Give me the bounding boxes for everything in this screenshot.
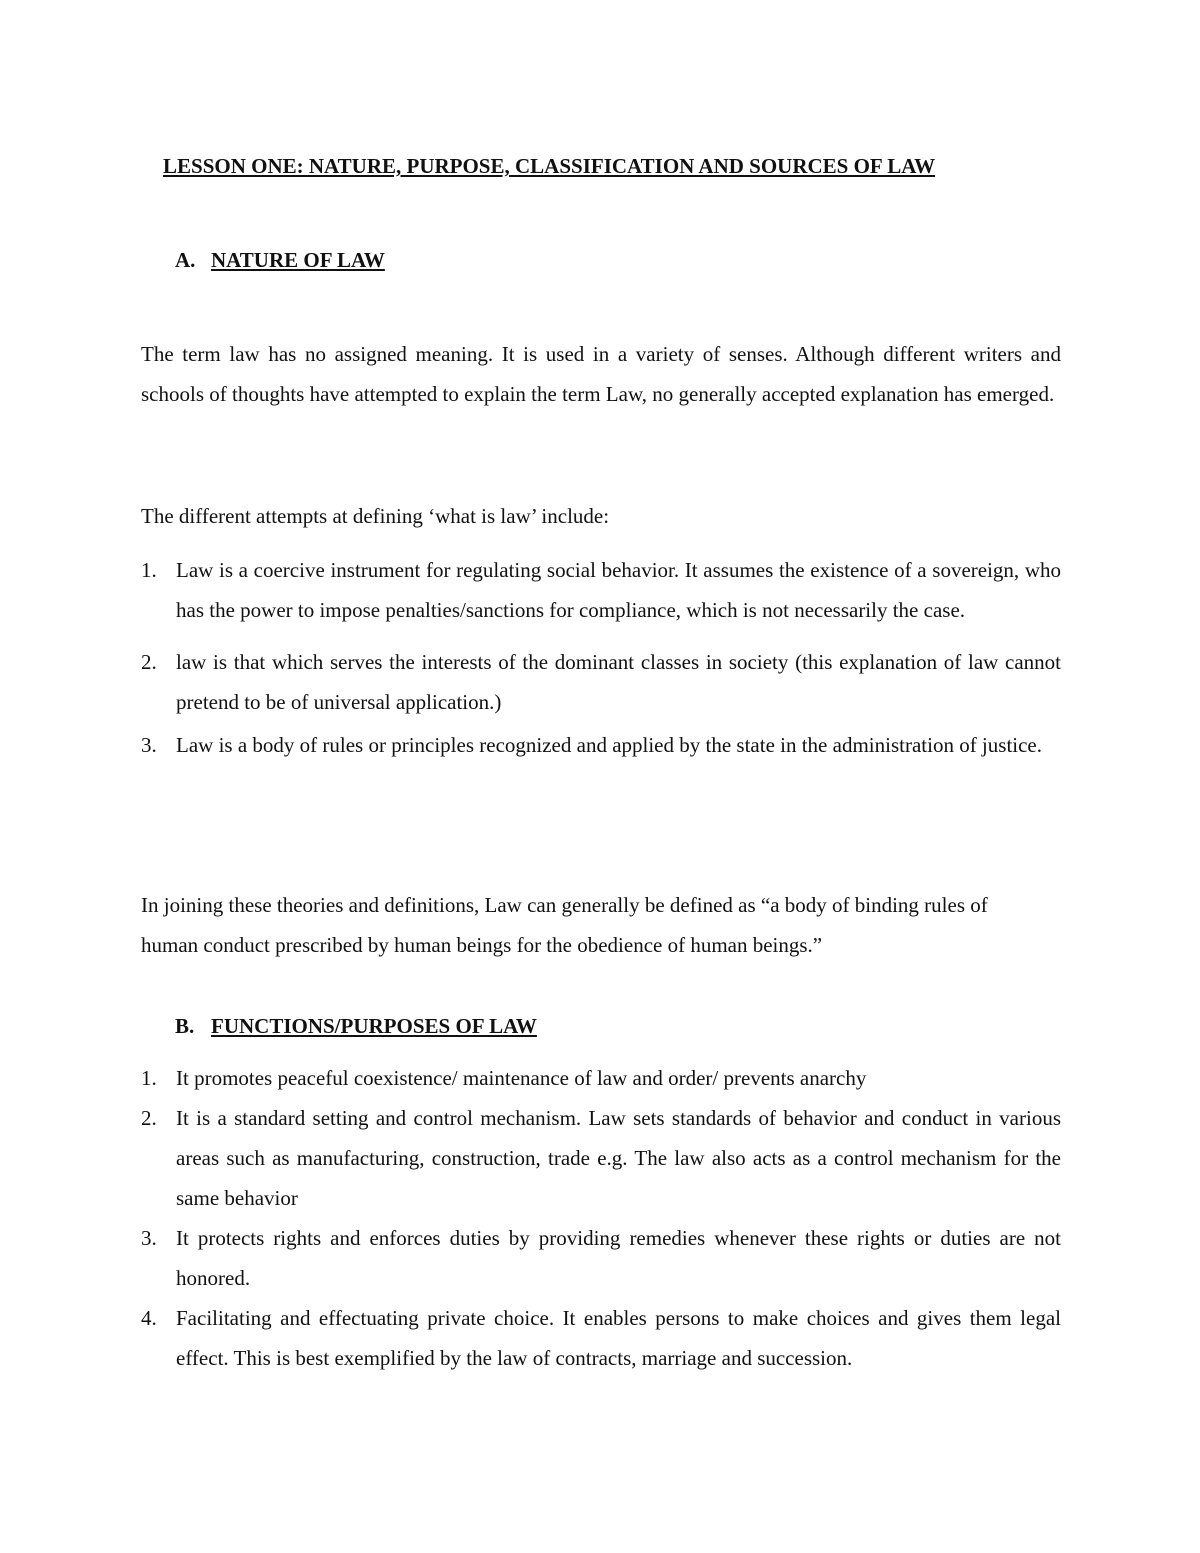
section-b-heading xyxy=(175,1014,537,1039)
functions-list xyxy=(141,1058,1061,1378)
list-item-text: It promotes peaceful coexistence/ maintenance of law and order/ prevents anarchy xyxy=(176,1066,867,1090)
list-item xyxy=(141,1218,1061,1298)
section-a-conclusion: In joining these theories and definitions, Law can generally be defined as “a body of binding rules of human conduct prescribed by human beings for the obedience of human beings.” xyxy=(141,893,988,957)
list-item-text: It protects rights and enforces duties by providing remedies whenever these rights or duties are not honored. xyxy=(176,1226,1061,1290)
definitions-list xyxy=(141,550,1061,765)
list-item xyxy=(141,642,1061,722)
list-item xyxy=(141,1058,1061,1098)
section-a-lead-in: The different attempts at defining ‘what is law’ include: xyxy=(141,504,610,528)
list-item-text: Facilitating and effectuating private choice. It enables persons to make choices and gives them legal effect. This is best exemplified by the law of contracts, marriage and succession. xyxy=(176,1306,1061,1370)
list-item-number: 4. xyxy=(141,1306,157,1330)
list-item-number: 3. xyxy=(141,733,157,757)
list-item-number: 2. xyxy=(141,1106,157,1130)
list-item xyxy=(141,725,1061,765)
list-item-number: 3. xyxy=(141,1226,157,1250)
section-a-heading xyxy=(175,248,385,273)
section-b-letter: B. xyxy=(175,1014,195,1038)
list-item-number: 1. xyxy=(141,1066,157,1090)
list-item-text: Law is a coercive instrument for regulating social behavior. It assumes the existence of a sovereign, who has the power to impose penalties/sanctions for compliance, which is not necessarily the case. xyxy=(176,558,1061,622)
section-a-intro-paragraph: The term law has no assigned meaning. It is used in a variety of senses. Although different writers and schools of thoughts have attempted to explain the term Law, no generally accepted explanation has emerged. xyxy=(141,342,1061,406)
list-item-text: law is that which serves the interests of the dominant classes in society (this explanation of law cannot pretend to be of universal application.) xyxy=(176,650,1061,714)
section-a-letter: A. xyxy=(175,248,196,272)
document-title: LESSON ONE: NATURE, PURPOSE, CLASSIFICATION AND SOURCES OF LAW xyxy=(163,154,936,178)
list-item xyxy=(141,550,1061,630)
section-b-title: FUNCTIONS/PURPOSES OF LAW xyxy=(211,1014,537,1038)
section-a-title: NATURE OF LAW xyxy=(211,248,385,272)
list-item xyxy=(141,1098,1061,1218)
list-item-number: 1. xyxy=(141,558,157,582)
list-item-text: It is a standard setting and control mechanism. Law sets standards of behavior and conduct in various areas such as manufacturing, construction, trade e.g. The law also acts as a control mechanism for the same behavior xyxy=(176,1106,1061,1210)
list-item-number: 2. xyxy=(141,650,157,674)
list-item xyxy=(141,1298,1061,1378)
list-item-text: Law is a body of rules or principles recognized and applied by the state in the administration of justice. xyxy=(176,733,1043,757)
